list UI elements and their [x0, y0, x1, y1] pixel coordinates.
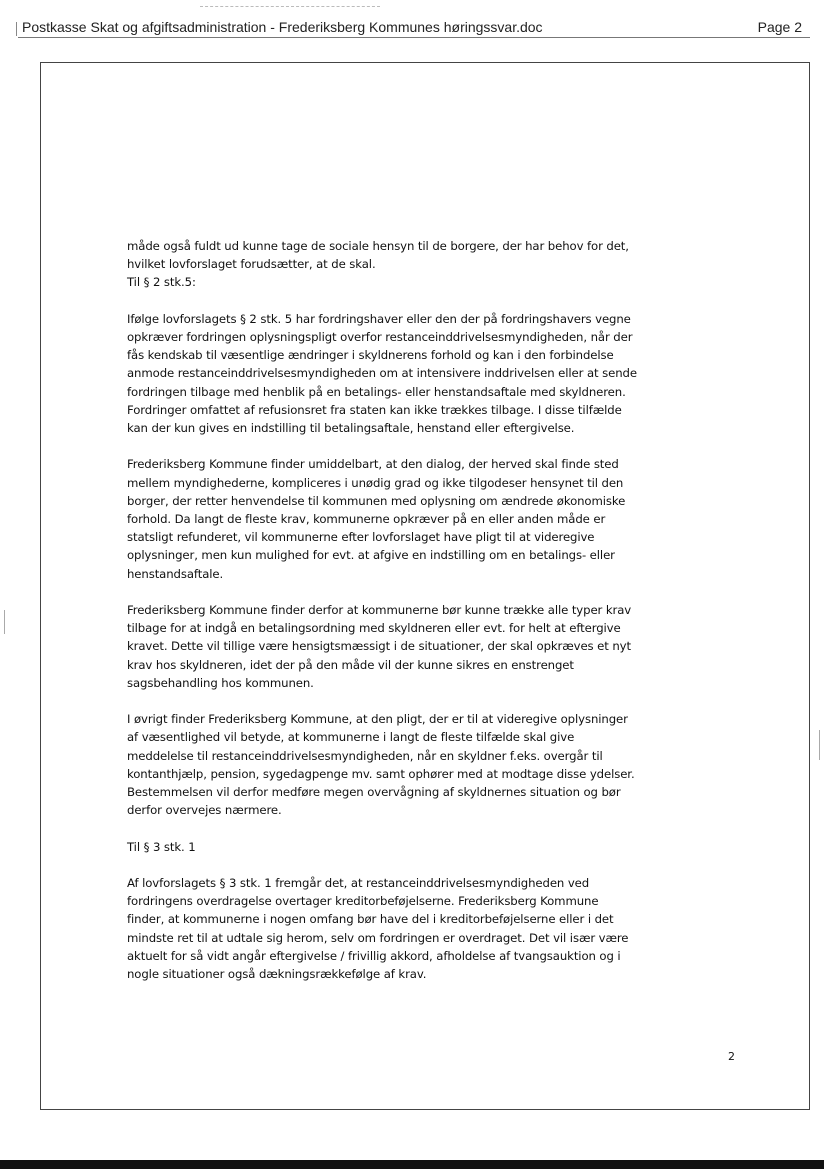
letter-body — [127, 237, 667, 1001]
right-edge-mark — [819, 730, 820, 760]
paragraph-5: I øvrigt finder Frederiksberg Kommune, at den pligt, der er til at videregive oplysninger af væsentlighed vil betyde, at kommunerne i langt de fleste tilfælde skal give meddelelse til restanceinddrivelsesmyndigheden, når en skyldner f.eks. overgår til kontanthjælp, pension, sygedagpenge mv. samt ophører med at modtage disse ydelser. Bestemmelsen vil derfor medføre megen overvågning af skyldnernes situation og bør derfor overvejes nærmere. — [127, 712, 635, 818]
header-edge-mark — [16, 22, 17, 36]
paragraph-6: Af lovforslagets § 3 stk. 1 fremgår det, at restanceinddrivelsesmyndigheden ved fordringens overdragelse overtager kreditorbeføjelserne. Frederiksberg Kommune finder, at kommunerne i nogen omfang bør have del i kreditorbeføjelserne eller i det mindste ret til at udtale sig herom, selv om fordringen er overdraget. Det vil især være aktuelt for så vidt angår eftergivelse / frivillig akkord, afholdelse af tvangsauktion og i nogle situationer også dækningsrækkefølge af krav. — [127, 876, 629, 982]
section-heading-3-1: Til § 3 stk. 1 — [127, 839, 196, 854]
left-edge-mark — [4, 610, 5, 634]
paragraph-3: Frederiksberg Kommune finder umiddelbart, at den dialog, der herved skal finde sted mellem myndighederne, kompliceres i unødig grad og ikke tilgodeser hensynet til den borger, der retter henvendelse til kommunen med oplysning om ændrede økonomiske forhold. Da langt de fleste krav, kommunerne opkræver på en eller anden måde er statsligt refunderet, vil kommunerne efter lovforslaget have pligt til at videregive oplysninger, men kun mulighed for evt. at afgive en indstilling om en betalings- eller henstandsaftale. — [127, 457, 626, 581]
paragraph-2: Ifølge lovforslagets § 2 stk. 5 har fordringshaver eller den der på fordringshavers vegne opkræver fordringen oplysningspligt overfor restanceinddrivelsesmyndigheden, når der fås kendskab til væsentlige ændringer i skyldnerens forhold og kan i den forbindelse anmode restanceinddrivelsesmyndigheden om at intensivere inddrivelsen eller at sende fordringen tilbage med henblik på en betalings- eller henstandsaftale med skyldneren. Fordringer omfattet af refusionsret fra staten kan ikke trækkes tilbage. I disse tilfælde kan der kun gives en indstilling til betalingsaftale, henstand eller eftergivelse. — [127, 311, 637, 436]
section-heading-2-5: Til § 2 stk.5: — [127, 275, 196, 290]
paragraph-1: måde også fuldt ud kunne tage de sociale hensyn til de borgere, der har behov for det, hvilket lovforslaget forudsætter, at de skal. — [127, 239, 629, 272]
header-rule — [18, 37, 810, 38]
page-number: 2 — [728, 1050, 735, 1063]
fax-header — [0, 0, 824, 40]
scan-bottom-band — [0, 1160, 824, 1169]
document-title: Postkasse Skat og afgiftsadministration - Frederiksberg Kommunes høringssvar.doc — [22, 19, 543, 35]
page-label: Page 2 — [757, 19, 802, 35]
paragraph-4: Frederiksberg Kommune finder derfor at kommunerne bør kunne trække alle typer krav tilbage for at indgå en betalingsordning med skyldneren eller evt. for helt at eftergive kravet. Dette vil tillige være hensigtsmæssigt i de situationer, der skal opkræves et nyt krav hos skyldneren, idet der på den måde vil der kunne sikres en enstrenget sagsbehandling hos kommunen. — [127, 603, 632, 690]
